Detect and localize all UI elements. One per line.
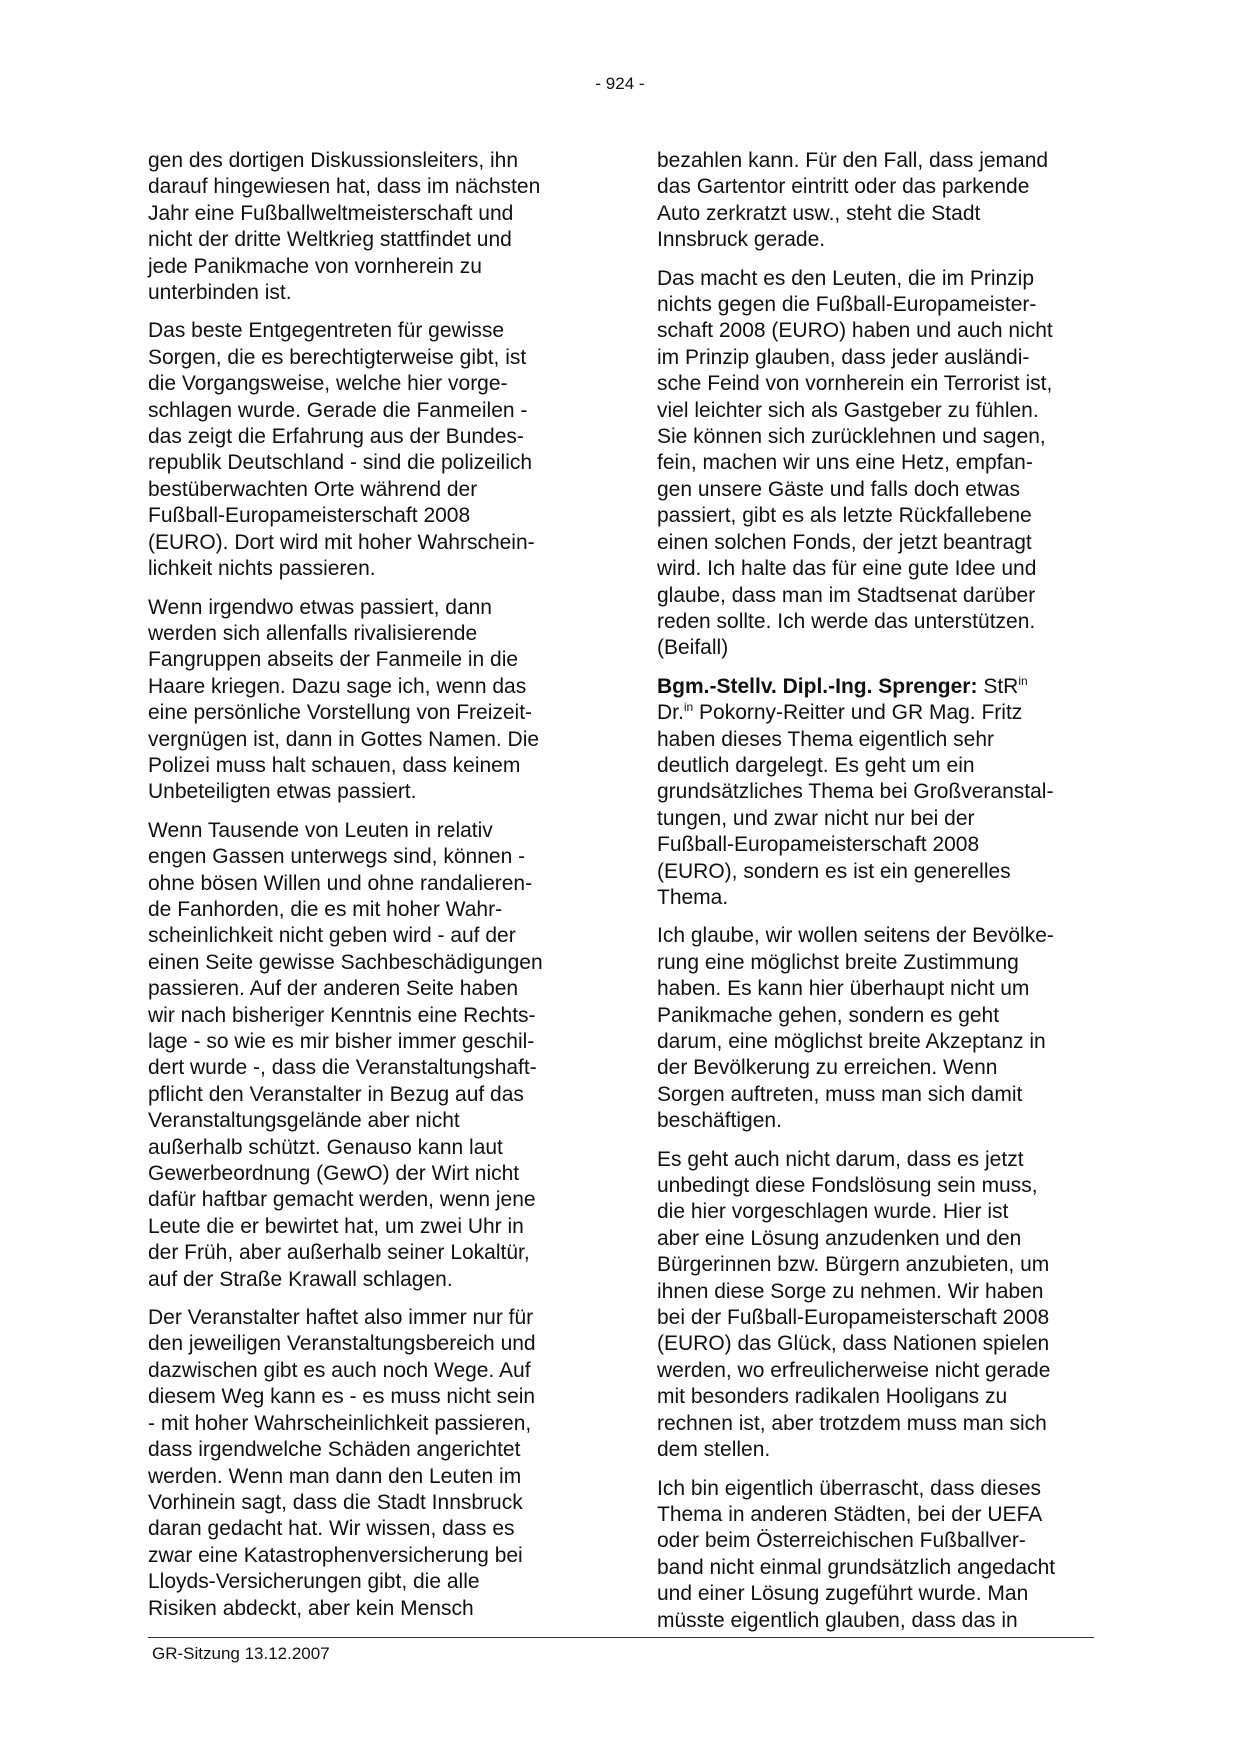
text-line: mit besonders radikalen Hooligans zu (657, 1385, 1008, 1409)
text-line: nichts gegen die Fußball-Europameister- (657, 293, 1037, 317)
text-line: werden sich allenfalls rivalisierende (148, 621, 478, 645)
text-line: Das beste Entgegentreten für gewisse (148, 319, 505, 343)
text-line: dafür haftbar gemacht werden, wenn jene (148, 1188, 536, 1212)
text-line: Thema. (657, 885, 729, 909)
text-line: de Fanhorden, die es mit hoher Wahr- (148, 897, 503, 921)
text-line: jede Panikmache von vornherein zu (148, 254, 482, 278)
text-line: glaube, dass man im Stadtsenat darüber (657, 583, 1036, 607)
text-line: Panikmache gehen, sondern es geht (657, 1003, 1000, 1027)
text-line: die hier vorgeschlagen wurde. Hier ist (657, 1200, 1009, 1224)
left-column (148, 148, 593, 1634)
text-line: wir nach bisheriger Kenntnis eine Rechts- (148, 1003, 536, 1027)
text-line: darum, eine möglichst breite Akzeptanz in (657, 1030, 1046, 1053)
text-line: im Prinzip glauben, dass jeder ausländi- (657, 345, 1030, 369)
right-column (657, 148, 1102, 1646)
text-line: Vorhinein sagt, dass die Stadt Innsbruck (148, 1490, 523, 1514)
paragraph (657, 923, 1102, 1134)
text-line: daran gedacht hat. Wir wissen, dass es (148, 1517, 515, 1541)
text-line: außerhalb schützt. Genauso kann laut (148, 1135, 503, 1159)
speaker-title-text: StR (983, 674, 1019, 698)
text-line: der Früh, aber außerhalb seiner Lokaltür, (148, 1241, 530, 1265)
text-line: engen Gassen unterwegs sind, können - (148, 845, 526, 869)
text-line: - mit hoher Wahrscheinlichkeit passieren, (148, 1411, 532, 1435)
paragraph (148, 318, 593, 582)
text-line: Leute die er bewirtet hat, um zwei Uhr in (148, 1214, 524, 1238)
text-line: unbedingt diese Fondslösung sein muss, (657, 1174, 1038, 1198)
text-line: einen Seite gewisse Sachbeschädigungen (148, 950, 543, 974)
text-line: die Vorgangsweise, welche hier vorge- (148, 372, 508, 396)
text-line: werden. Wenn man dann den Leuten im (148, 1464, 522, 1488)
superscript: in (683, 700, 694, 715)
text-line: Es geht auch nicht darum, dass es jetzt (657, 1147, 1024, 1171)
text-line: Jahr eine Fußballweltmeisterschaft und (148, 201, 514, 225)
text-line: Fußball-Europameisterschaft 2008 (148, 504, 471, 528)
speaker-name: Bgm.-Stellv. Dipl.-Ing. Sprenger: (657, 674, 978, 698)
paragraph (657, 1147, 1102, 1464)
text-line: oder beim Österreichischen Fußballver- (657, 1529, 1026, 1553)
text-line: einen solchen Fonds, der jetzt beantragt (657, 530, 1032, 554)
text-line: pflicht den Veranstalter in Bezug auf das (148, 1082, 524, 1106)
text-line: vergnügen ist, dann in Gottes Namen. Die (148, 727, 540, 751)
paragraph (657, 148, 1102, 254)
text-line: dass irgendwelche Schäden angerichtet (148, 1438, 521, 1462)
text-line: Das macht es den Leuten, die im Prinzip (657, 266, 1035, 290)
text-line: Lloyds-Versicherungen gibt, die alle (148, 1570, 480, 1594)
text-line: und einer Lösung zugeführt wurde. Man (657, 1582, 1029, 1606)
text-line: Ich bin eigentlich überrascht, dass dieses (657, 1476, 1042, 1500)
speaker-paragraph (657, 674, 1102, 912)
text-line: diesem Weg kann es - es muss nicht sein (148, 1385, 536, 1409)
text-line: deutlich dargelegt. Es geht um ein (657, 753, 975, 777)
text-line: Polizei muss halt schauen, dass keinem (148, 753, 521, 777)
text-line: rung eine möglichst breite Zustimmung (657, 950, 1019, 974)
text-line: auf der Straße Krawall schlagen. (148, 1267, 453, 1291)
text-line: Fangruppen abseits der Fanmeile in die (148, 648, 519, 672)
text-line: (Beifall) (657, 636, 729, 660)
text-line: viel leichter sich als Gastgeber zu fühlen. (657, 398, 1039, 422)
text-line: Unbeteiligten etwas passiert. (148, 780, 417, 804)
text-line: Risiken abdeckt, aber kein Mensch (148, 1596, 474, 1620)
text-line: gen des dortigen Diskussionsleiters, ihn (148, 149, 519, 172)
text-line: bezahlen kann. Für den Fall, dass jemand (657, 149, 1049, 172)
text-line: lage - so wie es mir bisher immer geschil- (148, 1030, 535, 1053)
speaker-text: Pokorny-Reitter und GR Mag. Fritz (693, 701, 1023, 725)
text-line: republik Deutschland - sind die polizeilich (148, 451, 533, 475)
text-line: ohne bösen Willen und ohne randalieren- (148, 871, 533, 895)
text-line: Bürgerinnen bzw. Bürgern anzubieten, um (657, 1253, 1050, 1277)
text-line: Sorgen, die es berechtigterweise gibt, ist (148, 345, 527, 369)
text-line: Thema in anderen Städten, bei der UEFA (657, 1502, 1043, 1526)
text-line: müsste eigentlich glauben, dass das in (657, 1608, 1018, 1632)
text-line: schaft 2008 (EURO) haben und auch nicht (657, 319, 1053, 343)
text-line: grundsätzliches Thema bei Großveranstal- (657, 780, 1054, 804)
text-line: ihnen diese Sorge zu nehmen. Wir haben (657, 1279, 1044, 1303)
text-line: Gewerbeordnung (GewO) der Wirt nicht (148, 1162, 520, 1186)
text-line: (EURO). Dort wird mit hoher Wahrschein- (148, 530, 535, 554)
text-line: Der Veranstalter haftet also immer nur für (148, 1306, 534, 1330)
page-number: - 924 - (595, 74, 645, 93)
text-line (657, 700, 1102, 726)
text-line: lichkeit nichts passieren. (148, 557, 376, 581)
text-line: dert wurde -, dass die Veranstaltungshaft- (148, 1056, 537, 1080)
text-line: Auto zerkratzt usw., steht die Stadt (657, 201, 981, 225)
text-line: beschäftigen. (657, 1109, 782, 1133)
text-line: haben dieses Thema eigentlich sehr (657, 727, 994, 751)
footer-divider (148, 1637, 1094, 1638)
text-line: tungen, und zwar nicht nur bei der (657, 806, 975, 830)
text-line: der Bevölkerung zu erreichen. Wenn (657, 1056, 998, 1080)
footer-text: GR-Sitzung 13.12.2007 (152, 1644, 330, 1663)
paragraph (148, 1305, 593, 1622)
text-line: passieren. Auf der anderen Seite haben (148, 977, 519, 1001)
text-line: zwar eine Katastrophenversicherung bei (148, 1543, 523, 1567)
text-line: wird. Ich halte das für eine gute Idee und (657, 557, 1037, 581)
text-line: reden sollte. Ich werde das unterstützen. (657, 609, 1036, 633)
text-line: Ich glaube, wir wollen seitens der Bevölke- (657, 924, 1054, 948)
text-line: eine persönliche Vorstellung von Freizeit- (148, 701, 533, 725)
text-line: Veranstaltungsgelände aber nicht (148, 1109, 460, 1133)
text-line: werden, wo erfreulicherweise nicht gerade (657, 1358, 1051, 1382)
text-line: (EURO), sondern es ist ein generelles (657, 859, 1011, 883)
text-line: Sie können sich zurücklehnen und sagen, (657, 425, 1046, 449)
text-line: Wenn irgendwo etwas passiert, dann (148, 595, 492, 619)
paragraph (657, 266, 1102, 662)
text-line: (EURO) das Glück, dass Nationen spielen (657, 1332, 1050, 1356)
text-line: das zeigt die Erfahrung aus der Bundes- (148, 425, 524, 449)
speaker-title-text: Dr. (657, 701, 684, 725)
text-line: nicht der dritte Weltkrieg stattfindet und (148, 228, 512, 252)
text-line: darauf hingewiesen hat, dass im nächsten (148, 175, 541, 199)
paragraph (148, 148, 593, 306)
text-line: fein, machen wir uns eine Hetz, empfan- (657, 451, 1033, 475)
paragraph (657, 1476, 1102, 1634)
text-line (657, 674, 1102, 700)
paragraph (148, 818, 593, 1293)
text-line: passiert, gibt es als letzte Rückfallebene (657, 504, 1032, 528)
text-line: Sorgen auftreten, muss man sich damit (657, 1082, 1023, 1106)
text-line: das Gartentor eintritt oder das parkende (657, 175, 1030, 199)
text-line: den jeweiligen Veranstaltungsbereich und (148, 1332, 536, 1356)
text-line: band nicht einmal grundsätzlich angedacht (657, 1555, 1056, 1579)
text-line: haben. Es kann hier überhaupt nicht um (657, 977, 1030, 1001)
text-line: sche Feind von vornherein ein Terrorist ist, (657, 372, 1053, 396)
text-line: Fußball-Europameisterschaft 2008 (657, 833, 980, 857)
text-line: bestüberwachten Orte während der (148, 477, 478, 501)
text-line: Haare kriegen. Dazu sage ich, wenn das (148, 674, 527, 698)
text-line: dem stellen. (657, 1438, 771, 1462)
text-line: scheinlichkeit nicht geben wird - auf der (148, 924, 516, 948)
superscript: in (1018, 673, 1028, 688)
text-line: unterbinden ist. (148, 281, 292, 305)
text-line: Innsbruck gerade. (657, 228, 826, 252)
paragraph (148, 595, 593, 806)
text-line: gen unsere Gäste und falls doch etwas (657, 477, 1021, 501)
text-line: schlagen wurde. Gerade die Fanmeilen - (148, 398, 528, 422)
text-line: aber eine Lösung anzudenken und den (657, 1226, 1022, 1250)
text-line: bei der Fußball-Europameisterschaft 2008 (657, 1306, 1050, 1330)
text-line: rechnen ist, aber trotzdem muss man sich (657, 1411, 1047, 1435)
text-line: dazwischen gibt es auch noch Wege. Auf (148, 1358, 531, 1382)
text-line: Wenn Tausende von Leuten in relativ (148, 818, 493, 842)
